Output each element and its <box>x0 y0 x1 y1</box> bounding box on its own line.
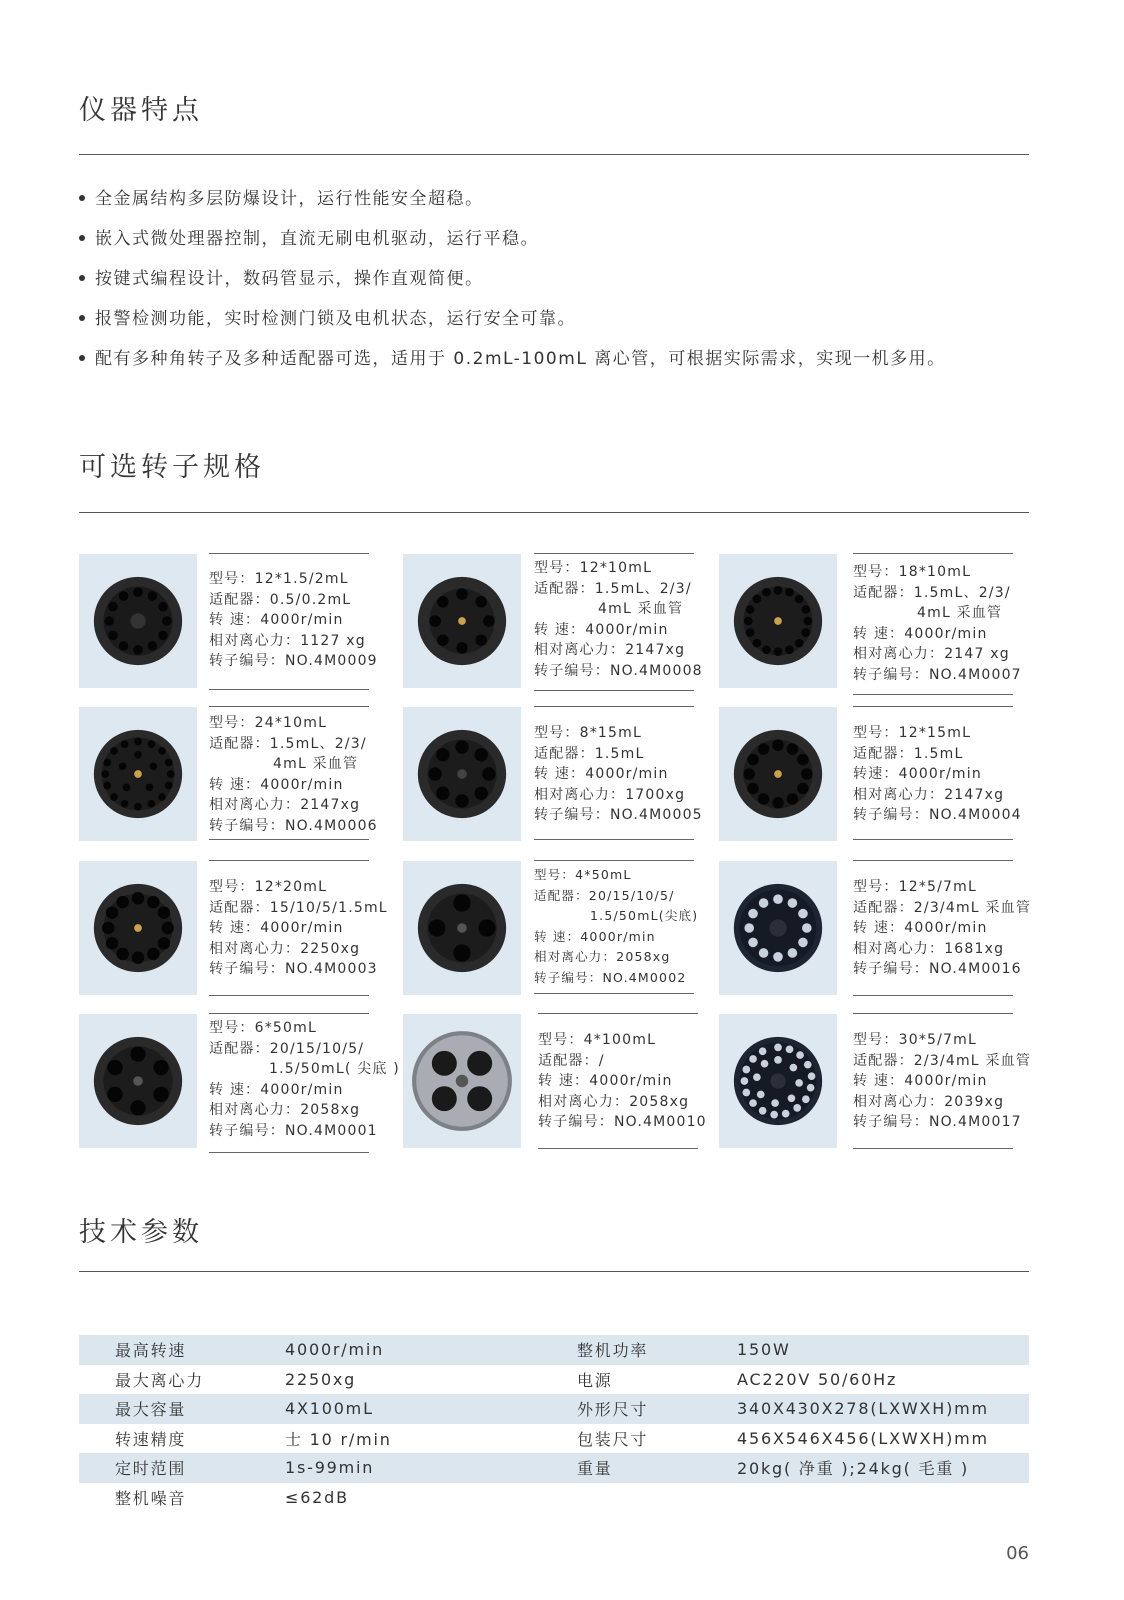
bullet-icon <box>79 235 85 241</box>
param-key: 包装尺寸 <box>577 1429 649 1449</box>
param-value <box>737 1483 1029 1513</box>
param-value: 1s-99min <box>285 1453 577 1483</box>
rotor-30-tube-rack-icon <box>730 1033 826 1129</box>
rotor-spec: 型号：30*5/7mL 适配器：2/3/4mL 采血管 转 速：4000r/min 相对离心力：2039xg 转子编号：NO.4M0017 <box>853 1013 1013 1149</box>
rotor-image <box>79 1014 197 1148</box>
param-value: 20kg( 净重 );24kg( 毛重 ) <box>737 1453 1029 1483</box>
rotor-image <box>719 861 837 995</box>
bullet-icon <box>79 195 85 201</box>
param-key: 定时范围 <box>79 1453 285 1483</box>
rotor-image <box>79 861 197 995</box>
table-row <box>79 1394 1029 1424</box>
rotor-spec: 型号：4*50mL 适配器：20/15/10/5/ 1.5/50mL(尖底) 转 速：4000r/min 相对离心力：2058xg 转子编号：NO.4M0002 <box>534 860 694 994</box>
table-row <box>79 1365 1029 1395</box>
features-divider <box>79 154 1029 155</box>
rotor-6-holes-icon <box>90 1033 186 1129</box>
page-number: 06 <box>1006 1543 1029 1564</box>
bullet-icon <box>79 315 85 321</box>
feature-item: 配有多种角转子及多种适配器可选，适用于 0.2mL-100mL 离心管，可根据实际需求，实现一机多用。 <box>79 346 946 386</box>
param-key: 整机噪音 <box>115 1488 187 1508</box>
rotor-spec: 型号：6*50mL 适配器：20/15/10/5/ 1.5/50mL( 尖底 ) 转 速：4000r/min 相对离心力：2058xg 转子编号：NO.4M0001 <box>209 1013 369 1153</box>
param-key: 转速精度 <box>115 1429 187 1449</box>
rotor-image <box>79 554 197 688</box>
rotor-12-holes-icon <box>90 573 186 669</box>
rotor-spec: 型号：12*15mL 适配器：1.5mL 转速：4000r/min 相对离心力：2147xg 转子编号：NO.4M0004 <box>853 706 1013 840</box>
table-row <box>79 1453 1029 1483</box>
params-title: 技术参数 <box>79 1217 203 1248</box>
rotors-divider <box>79 512 1029 513</box>
rotor-12-holes-icon <box>90 880 186 976</box>
bullet-icon <box>79 355 85 361</box>
params-table <box>79 1335 1029 1512</box>
param-key: 电源 <box>577 1370 613 1390</box>
param-value: 150W <box>737 1335 1029 1365</box>
rotor-spec: 型号：18*10mL 适配器：1.5mL、2/3/ 4mL 采血管 转 速：4000r/min 相对离心力：2147 xg 转子编号：NO.4M0007 <box>853 553 1013 695</box>
rotor-12-holes-icon <box>730 726 826 822</box>
param-value: 2250xg <box>285 1369 357 1389</box>
feature-item: 全金属结构多层防爆设计，运行性能安全超稳。 <box>79 186 946 226</box>
rotor-image <box>79 707 197 841</box>
param-key: 外形尺寸 <box>577 1394 737 1424</box>
table-row <box>79 1424 1029 1454</box>
rotor-swing-bucket-icon <box>410 1029 514 1133</box>
param-key <box>577 1483 737 1513</box>
rotor-8-holes-icon <box>414 726 510 822</box>
rotor-image <box>719 1014 837 1148</box>
table-row <box>79 1483 1029 1513</box>
rotor-spec: 型号：12*10mL 适配器：1.5mL、2/3/ 4mL 采血管 转 速：4000r/min 相对离心力：2147xg 转子编号：NO.4M0008 <box>534 553 694 691</box>
param-value: 456X546X456(LXWXH)mm <box>737 1428 989 1448</box>
feature-item: 按键式编程设计，数码管显示，操作直观简便。 <box>79 266 946 306</box>
param-value: 4000r/min <box>285 1335 577 1365</box>
rotor-18-holes-icon <box>730 573 826 669</box>
param-key: 最大离心力 <box>115 1370 205 1390</box>
param-value: AC220V 50/60Hz <box>737 1369 898 1389</box>
param-key: 重量 <box>577 1453 737 1483</box>
param-value: 士 10 r/min <box>285 1429 392 1449</box>
rotor-image <box>719 707 837 841</box>
feature-item: 嵌入式微处理器控制，直流无刷电机驱动，运行平稳。 <box>79 226 946 266</box>
rotor-spec: 型号：12*5/7mL 适配器：2/3/4mL 采血管 转 速：4000r/min 相对离心力：1681xg 转子编号：NO.4M0016 <box>853 860 1013 996</box>
rotor-spec: 型号：4*100mL 适配器：/ 转 速：4000r/min 相对离心力：2058xg 转子编号：NO.4M0010 <box>538 1013 698 1149</box>
param-key: 整机功率 <box>577 1335 737 1365</box>
param-key: 最大容量 <box>79 1394 285 1424</box>
rotor-spec: 型号：12*1.5/2mL 适配器：0.5/0.2mL 转 速：4000r/min 相对离心力：1127 xg 转子编号：NO.4M0009 <box>209 553 369 690</box>
param-key: 最高转速 <box>79 1335 285 1365</box>
rotor-tube-rack-icon <box>730 880 826 976</box>
rotors-title: 可选转子规格 <box>79 452 265 483</box>
table-row <box>79 1335 1029 1365</box>
rotor-spec: 型号：24*10mL 适配器：1.5mL、2/3/ 4mL 采血管 转 速：4000r/min 相对离心力：2147xg 转子编号：NO.4M0006 <box>209 706 369 840</box>
params-divider <box>79 1271 1029 1272</box>
bullet-icon <box>79 275 85 281</box>
rotor-24-holes-icon <box>90 726 186 822</box>
feature-item: 报警检测功能，实时检测门锁及电机状态，运行安全可靠。 <box>79 306 946 346</box>
param-value: ≤62dB <box>285 1487 349 1507</box>
param-value: 340X430X278(LXWXH)mm <box>737 1394 1029 1424</box>
rotor-spec: 型号：12*20mL 适配器：15/10/5/1.5mL 转 速：4000r/min 相对离心力：2250xg 转子编号：NO.4M0003 <box>209 860 369 996</box>
rotor-4-holes-icon <box>414 880 510 976</box>
param-value: 4X100mL <box>285 1394 577 1424</box>
rotor-image <box>403 707 521 841</box>
rotor-image <box>719 554 837 688</box>
features-title: 仪器特点 <box>79 95 203 126</box>
features-list <box>79 186 946 386</box>
rotor-image <box>403 554 521 688</box>
rotor-12-holes-icon <box>414 573 510 669</box>
rotor-image <box>403 1014 521 1148</box>
rotor-spec: 型号：8*15mL 适配器：1.5mL 转 速：4000r/min 相对离心力：1700xg 转子编号：NO.4M0005 <box>534 706 694 840</box>
rotor-image <box>403 861 521 995</box>
